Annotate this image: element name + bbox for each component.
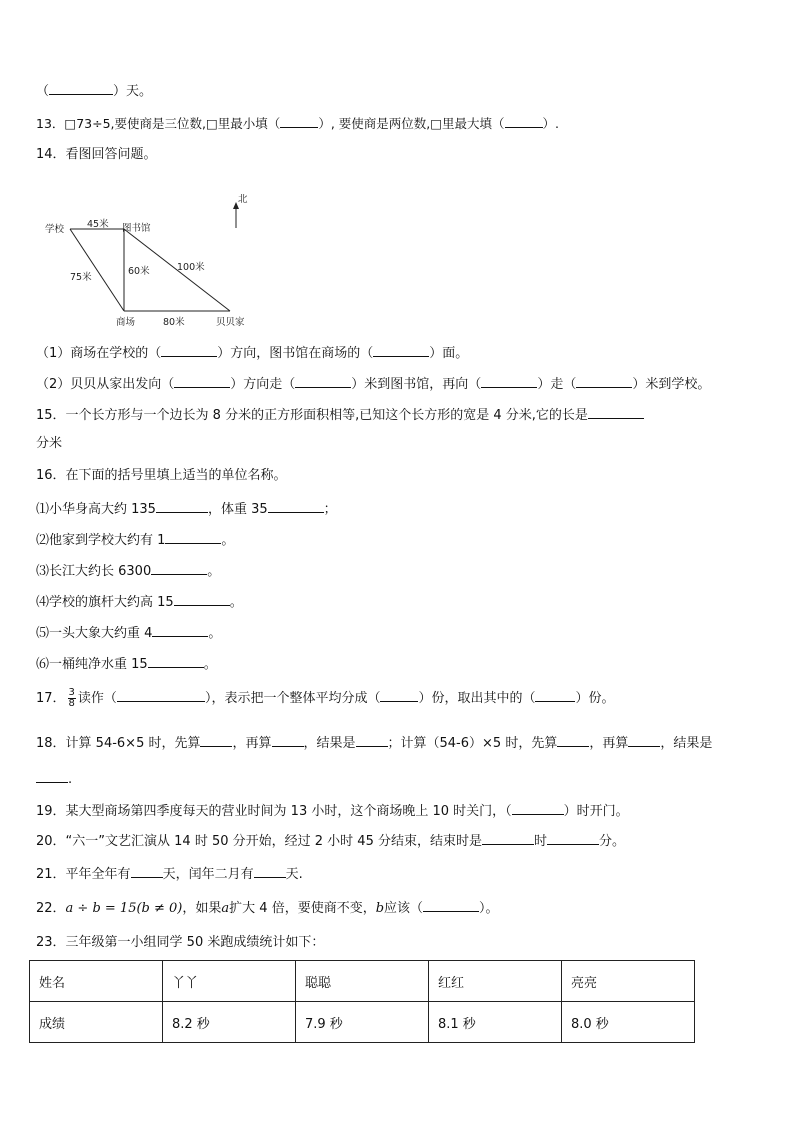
question-16-item-4: ⑷学校的旗杆大约高 15 。 — [36, 592, 243, 612]
answer-blank[interactable] — [49, 81, 113, 95]
answer-blank[interactable] — [156, 499, 208, 513]
table-cell: 成绩 — [30, 1002, 163, 1043]
answer-blank[interactable] — [505, 114, 543, 128]
label-mall: 商场 — [116, 317, 136, 328]
answer-blank[interactable] — [423, 898, 479, 912]
question-16-item-5: ⑸一头大象大约重 4 。 — [36, 623, 221, 643]
answer-blank[interactable] — [254, 864, 286, 878]
question-18-cont: . — [36, 769, 72, 789]
distance-library-mall: 60米 — [128, 266, 150, 277]
question-23-title: 23．三年级第一小组同学 50 米跑成绩统计如下： — [36, 935, 325, 950]
answer-blank[interactable] — [272, 733, 304, 747]
q12-tail: （ ）天。 — [36, 81, 152, 101]
table-cell: 姓名 — [30, 961, 163, 1002]
answer-blank[interactable] — [117, 688, 205, 702]
edge-school-mall — [70, 229, 124, 311]
answer-blank[interactable] — [152, 623, 208, 637]
answer-blank[interactable] — [356, 733, 388, 747]
table-cell: 聪聪 — [296, 961, 429, 1002]
question-14-2: （2）贝贝从家出发向（ ）方向走（ ）米到图书馆，再向（ ）走（ ）米到学校。 — [36, 374, 710, 394]
answer-blank[interactable] — [148, 654, 204, 668]
table-cell: 8.2 秒 — [163, 1002, 296, 1043]
answer-blank[interactable] — [380, 688, 418, 702]
answer-blank[interactable] — [174, 592, 230, 606]
question-15-unit: 分米 — [36, 436, 63, 451]
answer-blank[interactable] — [131, 864, 163, 878]
question-16-title: 16．在下面的括号里填上适当的单位名称。 — [36, 468, 287, 483]
question-20: 20．“六一”文艺汇演从 14 时 50 分开始，经过 2 小时 45 分结束，结束时是 时 分。 — [36, 831, 625, 851]
question-14-1: （1）商场在学校的（ ）方向，图书馆在商场的（ ）面。 — [36, 343, 468, 363]
question-16-item-2: ⑵他家到学校大约有 1 。 — [36, 530, 234, 550]
answer-blank[interactable] — [151, 561, 207, 575]
answer-blank[interactable] — [481, 374, 537, 388]
label-home: 贝贝家 — [216, 317, 245, 328]
question-21: 21．平年全年有 天，闰年二月有 天. — [36, 864, 303, 884]
formula: a ÷ b = 15(b ≠ 0) — [65, 901, 183, 916]
question-18: 18．计算 54-6×5 时，先算 ，再算 ，结果是 ；计算（54-6）×5 时，先算 ，再算 ，结果是 — [36, 733, 712, 753]
scores-table — [29, 960, 695, 1043]
label-library: 图书馆 — [122, 223, 151, 234]
answer-blank[interactable] — [200, 733, 232, 747]
answer-blank[interactable] — [628, 733, 660, 747]
table-cell: 红红 — [429, 961, 562, 1002]
answer-blank[interactable] — [36, 769, 68, 783]
question-15: 15．一个长方形与一个边长为 8 分米的正方形面积相等,已知这个长方形的宽是 4 分米,它的长是 — [36, 405, 644, 425]
answer-blank[interactable] — [280, 114, 318, 128]
table-cell: 亮亮 — [562, 961, 695, 1002]
distance-school-mall: 75米 — [70, 272, 92, 283]
question-19: 19．某大型商场第四季度每天的营业时间为 13 小时，这个商场晚上 10 时关门，（ ）时开门。 — [36, 801, 629, 821]
question-17: 17． $\frac{3}{8}$ 读作（ ），表示把一个整体平均分成（ ）份，取出其中的（ ）份。 — [36, 687, 615, 709]
answer-blank[interactable] — [161, 343, 217, 357]
answer-blank[interactable] — [576, 374, 632, 388]
table-cell: 8.1 秒 — [429, 1002, 562, 1043]
table-row — [30, 1002, 695, 1043]
answer-blank[interactable] — [482, 831, 534, 845]
question-13: 13．□73÷5,要使商是三位数,□里最小填（ ）, 要使商是两位数,□里最大填（ ）. — [36, 116, 560, 131]
answer-blank[interactable] — [557, 733, 589, 747]
answer-blank[interactable] — [373, 343, 429, 357]
question-16-item-6: ⑹一桶纯净水重 15 。 — [36, 654, 217, 674]
answer-blank[interactable] — [174, 374, 230, 388]
question-16-item-1: ⑴小华身高大约 135 ，体重 35 ； — [36, 499, 337, 519]
question-14-title: 14．看图回答问题。 — [36, 147, 157, 162]
answer-blank[interactable] — [588, 405, 644, 419]
answer-blank[interactable] — [535, 688, 575, 702]
answer-blank[interactable] — [268, 499, 324, 513]
distance-library-home: 100米 — [177, 262, 205, 273]
table-cell: 7.9 秒 — [296, 1002, 429, 1043]
answer-blank[interactable] — [512, 801, 564, 815]
distance-school-library: 45米 — [87, 219, 109, 230]
table-row — [30, 961, 695, 1002]
question-22: 22．a ÷ b = 15(b ≠ 0)，如果a扩大 4 倍，要使商不变，b应该（ ）。 — [36, 898, 499, 918]
answer-blank[interactable] — [295, 374, 351, 388]
question-16-item-3: ⑶长江大约长 6300 。 — [36, 561, 220, 581]
label-school: 学校 — [45, 224, 65, 235]
north-label: 北 — [238, 194, 248, 205]
answer-blank[interactable] — [547, 831, 599, 845]
map-diagram — [40, 186, 280, 332]
answer-blank[interactable] — [165, 530, 221, 544]
distance-mall-home: 80米 — [163, 317, 185, 328]
table-cell: 丫丫 — [163, 961, 296, 1002]
table-cell: 8.0 秒 — [562, 1002, 695, 1043]
fraction: $\frac{3}{8}$ — [68, 687, 75, 709]
